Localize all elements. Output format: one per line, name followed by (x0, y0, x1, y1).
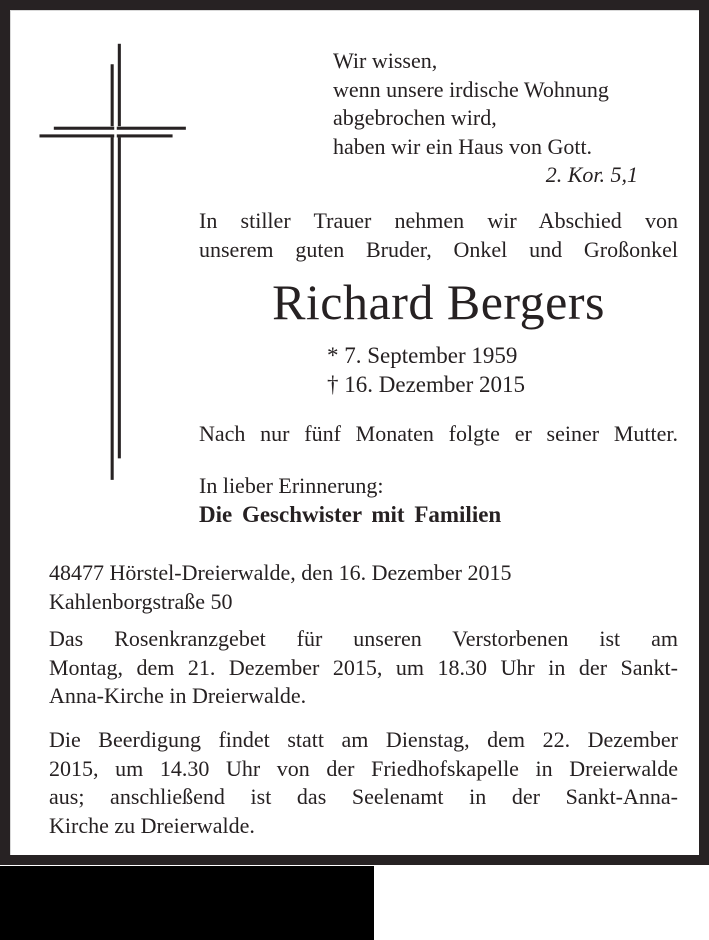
bible-quote (333, 47, 638, 190)
text-line: Wir wissen, (333, 48, 438, 73)
text-line: Kahlenborgstraße 50 (49, 588, 233, 614)
memory-label (199, 472, 678, 501)
after-note (199, 420, 678, 449)
text-line: Das Rosenkranzgebet für unseren Verstorbenen ist am (49, 626, 678, 651)
deceased-name: Richard Bergers (272, 274, 605, 330)
after-note-line: Nach nur fünf Monaten folgte er seiner Mutter. (199, 421, 678, 446)
birth-date: * 7. September 1959 (327, 343, 518, 368)
text-line: haben wir ein Haus von Gott. (333, 133, 593, 159)
funeral-paragraph (49, 726, 678, 840)
text-line: Montag, dem 21. Dezember 2015, um 18.30 Uhr in der Sankt- (49, 654, 678, 680)
death-date: † 16. Dezember 2015 (327, 372, 525, 397)
text-line: abgebrochen wird, (333, 105, 497, 130)
life-dates (327, 341, 637, 399)
bible-quote-lines (333, 47, 638, 161)
text-line: 2015, um 14.30 Uhr von der Friedhofskapelle in Dreierwalde (49, 755, 678, 781)
text-line: aus; anschließend ist das Seelenamt in der Sankt-Anna- (49, 784, 678, 809)
place-date-block (49, 559, 678, 616)
quote-citation: 2. Kor. 5,1 (545, 162, 638, 187)
memory-label-line: In lieber Erinnerung: (199, 473, 384, 498)
text-line: Anna-Kirche in Dreierwalde. (49, 683, 307, 708)
text-line: Kirche zu Dreierwalde. (49, 812, 255, 838)
redaction-box (0, 866, 374, 940)
text-line: Die Beerdigung findet statt am Dienstag, dem 22. Dezember (49, 727, 678, 752)
rosary-paragraph (49, 625, 678, 711)
text-line: wenn unsere irdische Wohnung (333, 76, 609, 102)
intro-text (199, 207, 678, 264)
text-line: In stiller Trauer nehmen wir Abschied von (199, 208, 678, 233)
text-line: 48477 Hörstel-Dreierwalde, den 16. Dezember 2015 (49, 560, 512, 585)
mourners-line: Die Geschwister mit Familien (199, 502, 502, 527)
text-line: unserem guten Bruder, Onkel und Großonkel (199, 236, 678, 262)
